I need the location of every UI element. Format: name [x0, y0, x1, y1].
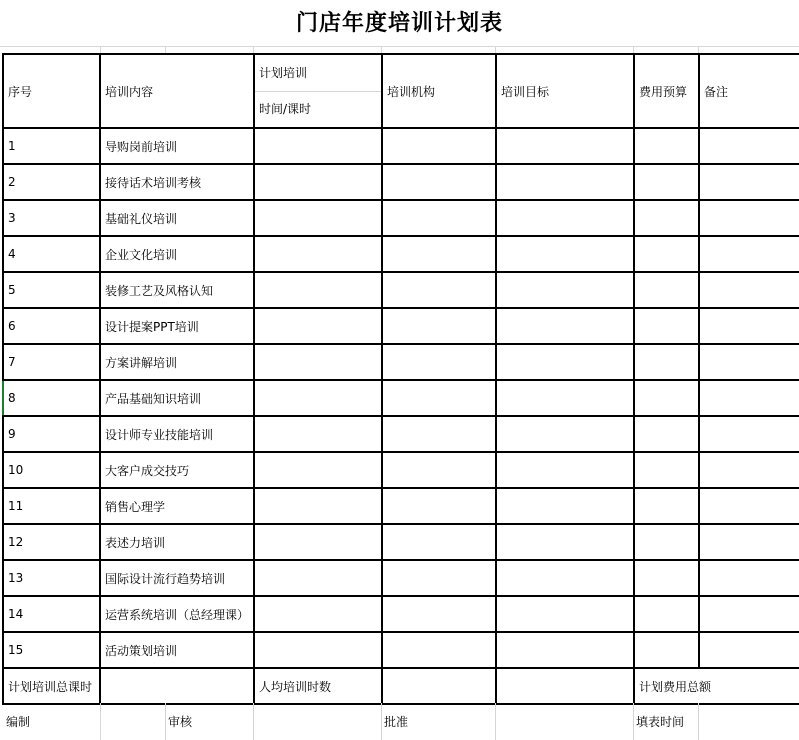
row-content[interactable]: 国际设计流行趋势培训: [100, 560, 254, 596]
table-row: [3, 632, 799, 668]
footer-approve[interactable]: 批准: [384, 715, 409, 729]
row-remark[interactable]: [699, 272, 799, 308]
table-row: [3, 416, 799, 452]
row-goal[interactable]: [496, 308, 634, 344]
row-budget[interactable]: [634, 200, 699, 236]
header-plan-bottom[interactable]: 时间/课时: [259, 102, 312, 116]
row-seq[interactable]: 15: [3, 632, 100, 668]
row-org[interactable]: [382, 560, 496, 596]
gridline-col: [381, 46, 382, 53]
row-org[interactable]: [382, 344, 496, 380]
row-content[interactable]: 导购岗前培训: [100, 128, 254, 164]
row-remark[interactable]: [699, 380, 799, 416]
row-org[interactable]: [382, 452, 496, 488]
table-row: [3, 128, 799, 164]
row-budget[interactable]: [634, 488, 699, 524]
row-content[interactable]: 活动策划培训: [100, 632, 254, 668]
row-remark[interactable]: [699, 560, 799, 596]
row-org[interactable]: [382, 164, 496, 200]
header-goal[interactable]: 培训目标: [496, 54, 634, 128]
row-budget[interactable]: [634, 452, 699, 488]
row-seq[interactable]: 4: [3, 236, 100, 272]
row-seq[interactable]: 1: [3, 128, 100, 164]
row-budget[interactable]: [634, 128, 699, 164]
row-plan[interactable]: [254, 560, 382, 596]
row-content[interactable]: 方案讲解培训: [100, 344, 254, 380]
row-plan[interactable]: [254, 416, 382, 452]
row-goal[interactable]: [496, 524, 634, 560]
summary-total-hours[interactable]: 计划培训总课时: [3, 668, 100, 704]
row-budget[interactable]: [634, 416, 699, 452]
row-goal[interactable]: [496, 488, 634, 524]
table-row: [3, 164, 799, 200]
row-plan[interactable]: [254, 128, 382, 164]
row-budget[interactable]: [634, 596, 699, 632]
row-org[interactable]: [382, 200, 496, 236]
row-org[interactable]: [382, 632, 496, 668]
row-remark[interactable]: [699, 524, 799, 560]
gridline-col: [698, 46, 699, 53]
row-seq[interactable]: 3: [3, 200, 100, 236]
gridline-col: [100, 46, 101, 53]
row-org[interactable]: [382, 596, 496, 632]
row-goal[interactable]: [496, 560, 634, 596]
footer: [2, 703, 799, 740]
row-budget[interactable]: [634, 236, 699, 272]
row-plan[interactable]: [254, 236, 382, 272]
row-plan[interactable]: [254, 488, 382, 524]
row-content[interactable]: 设计提案PPT培训: [100, 308, 254, 344]
row-plan[interactable]: [254, 200, 382, 236]
row-goal[interactable]: [496, 128, 634, 164]
row-plan[interactable]: [254, 164, 382, 200]
training-plan-table: [2, 53, 799, 705]
row-org[interactable]: [382, 380, 496, 416]
table-row: [3, 452, 799, 488]
header-plan-top[interactable]: 计划培训: [255, 55, 381, 92]
row-goal[interactable]: [496, 596, 634, 632]
row-seq[interactable]: 2: [3, 164, 100, 200]
header-remark[interactable]: 备注: [699, 54, 799, 128]
row-remark[interactable]: [699, 452, 799, 488]
row-remark[interactable]: [699, 488, 799, 524]
row-plan[interactable]: [254, 344, 382, 380]
footer-fill-time[interactable]: 填表时间: [636, 715, 685, 729]
row-org[interactable]: [382, 236, 496, 272]
row-goal[interactable]: [496, 380, 634, 416]
row-plan[interactable]: [254, 596, 382, 632]
row-remark[interactable]: [699, 344, 799, 380]
row-content[interactable]: 表述力培训: [100, 524, 254, 560]
row-seq[interactable]: 11: [3, 488, 100, 524]
table-row: [3, 560, 799, 596]
row-goal[interactable]: [496, 236, 634, 272]
row-content[interactable]: 装修工艺及风格认知: [100, 272, 254, 308]
row-plan[interactable]: [254, 632, 382, 668]
row-seq[interactable]: 5: [3, 272, 100, 308]
row-budget[interactable]: [634, 524, 699, 560]
table-row: [3, 308, 799, 344]
row-seq[interactable]: 9: [3, 416, 100, 452]
row-remark[interactable]: [699, 596, 799, 632]
row-plan[interactable]: [254, 380, 382, 416]
gridline-col: [495, 46, 496, 53]
table-row: [3, 344, 799, 380]
table-row: [3, 380, 799, 416]
sheet-title: 门店年度培训计划表: [295, 10, 503, 36]
header-seq[interactable]: 序号: [3, 54, 100, 128]
row-content[interactable]: 销售心理学: [100, 488, 254, 524]
header-row: [3, 54, 799, 128]
row-budget[interactable]: [634, 344, 699, 380]
row-budget[interactable]: [634, 272, 699, 308]
row-budget[interactable]: [634, 308, 699, 344]
row-content[interactable]: 接待话术培训考核: [100, 164, 254, 200]
row-remark[interactable]: [699, 308, 799, 344]
row-seq[interactable]: 7: [3, 344, 100, 380]
row-remark[interactable]: [699, 164, 799, 200]
row-content[interactable]: 产品基础知识培训: [100, 380, 254, 416]
header-org[interactable]: 培训机构: [382, 54, 496, 128]
summary-total-cost[interactable]: 计划费用总额: [634, 668, 799, 704]
row-org[interactable]: [382, 128, 496, 164]
row-budget[interactable]: [634, 380, 699, 416]
gridline-col: [633, 46, 634, 53]
gridline-col: [165, 46, 166, 53]
row-content[interactable]: 基础礼仪培训: [100, 200, 254, 236]
header-content[interactable]: 培训内容: [100, 54, 254, 128]
gridline-top: [0, 46, 799, 47]
row-remark[interactable]: [699, 632, 799, 668]
row-content[interactable]: 运营系统培训（总经理课）: [100, 596, 254, 632]
table-row: [3, 200, 799, 236]
footer-review[interactable]: 审核: [168, 715, 193, 729]
row-seq[interactable]: 8: [3, 380, 100, 416]
row-budget[interactable]: [634, 560, 699, 596]
summary-avg-hours-value[interactable]: [382, 668, 496, 704]
row-goal[interactable]: [496, 632, 634, 668]
row-org[interactable]: [382, 308, 496, 344]
table-row: [3, 272, 799, 308]
row-budget[interactable]: [634, 632, 699, 668]
row-content[interactable]: 企业文化培训: [100, 236, 254, 272]
row-goal[interactable]: [496, 200, 634, 236]
row-goal[interactable]: [496, 272, 634, 308]
row-seq[interactable]: 12: [3, 524, 100, 560]
row-remark[interactable]: [699, 416, 799, 452]
row-remark[interactable]: [699, 236, 799, 272]
header-plan[interactable]: [254, 54, 382, 128]
header-budget[interactable]: 费用预算: [634, 54, 699, 128]
row-plan[interactable]: [254, 308, 382, 344]
row-goal[interactable]: [496, 344, 634, 380]
gridline-col: [253, 46, 254, 53]
row-content[interactable]: 大客户成交技巧: [100, 452, 254, 488]
table-row: [3, 524, 799, 560]
row-remark[interactable]: [699, 128, 799, 164]
row-budget[interactable]: [634, 164, 699, 200]
summary-total-hours-value[interactable]: [100, 668, 254, 704]
row-plan[interactable]: [254, 272, 382, 308]
row-plan[interactable]: [254, 452, 382, 488]
table-row: [3, 236, 799, 272]
summary-row: [3, 668, 799, 704]
row-org[interactable]: [382, 416, 496, 452]
row-seq[interactable]: 6: [3, 308, 100, 344]
row-org[interactable]: [382, 488, 496, 524]
row-plan[interactable]: [254, 524, 382, 560]
row-content[interactable]: 设计师专业技能培训: [100, 416, 254, 452]
row-seq[interactable]: 10: [3, 452, 100, 488]
row-seq[interactable]: 13: [3, 560, 100, 596]
table-row: [3, 488, 799, 524]
row-goal[interactable]: [496, 164, 634, 200]
row-remark[interactable]: [699, 200, 799, 236]
row-seq[interactable]: 14: [3, 596, 100, 632]
summary-empty[interactable]: [496, 668, 634, 704]
footer-compiled[interactable]: 编制: [6, 715, 31, 729]
row-org[interactable]: [382, 524, 496, 560]
row-org[interactable]: [382, 272, 496, 308]
summary-avg-hours[interactable]: 人均培训时数: [254, 668, 382, 704]
row-goal[interactable]: [496, 416, 634, 452]
row-goal[interactable]: [496, 452, 634, 488]
table-row: [3, 596, 799, 632]
